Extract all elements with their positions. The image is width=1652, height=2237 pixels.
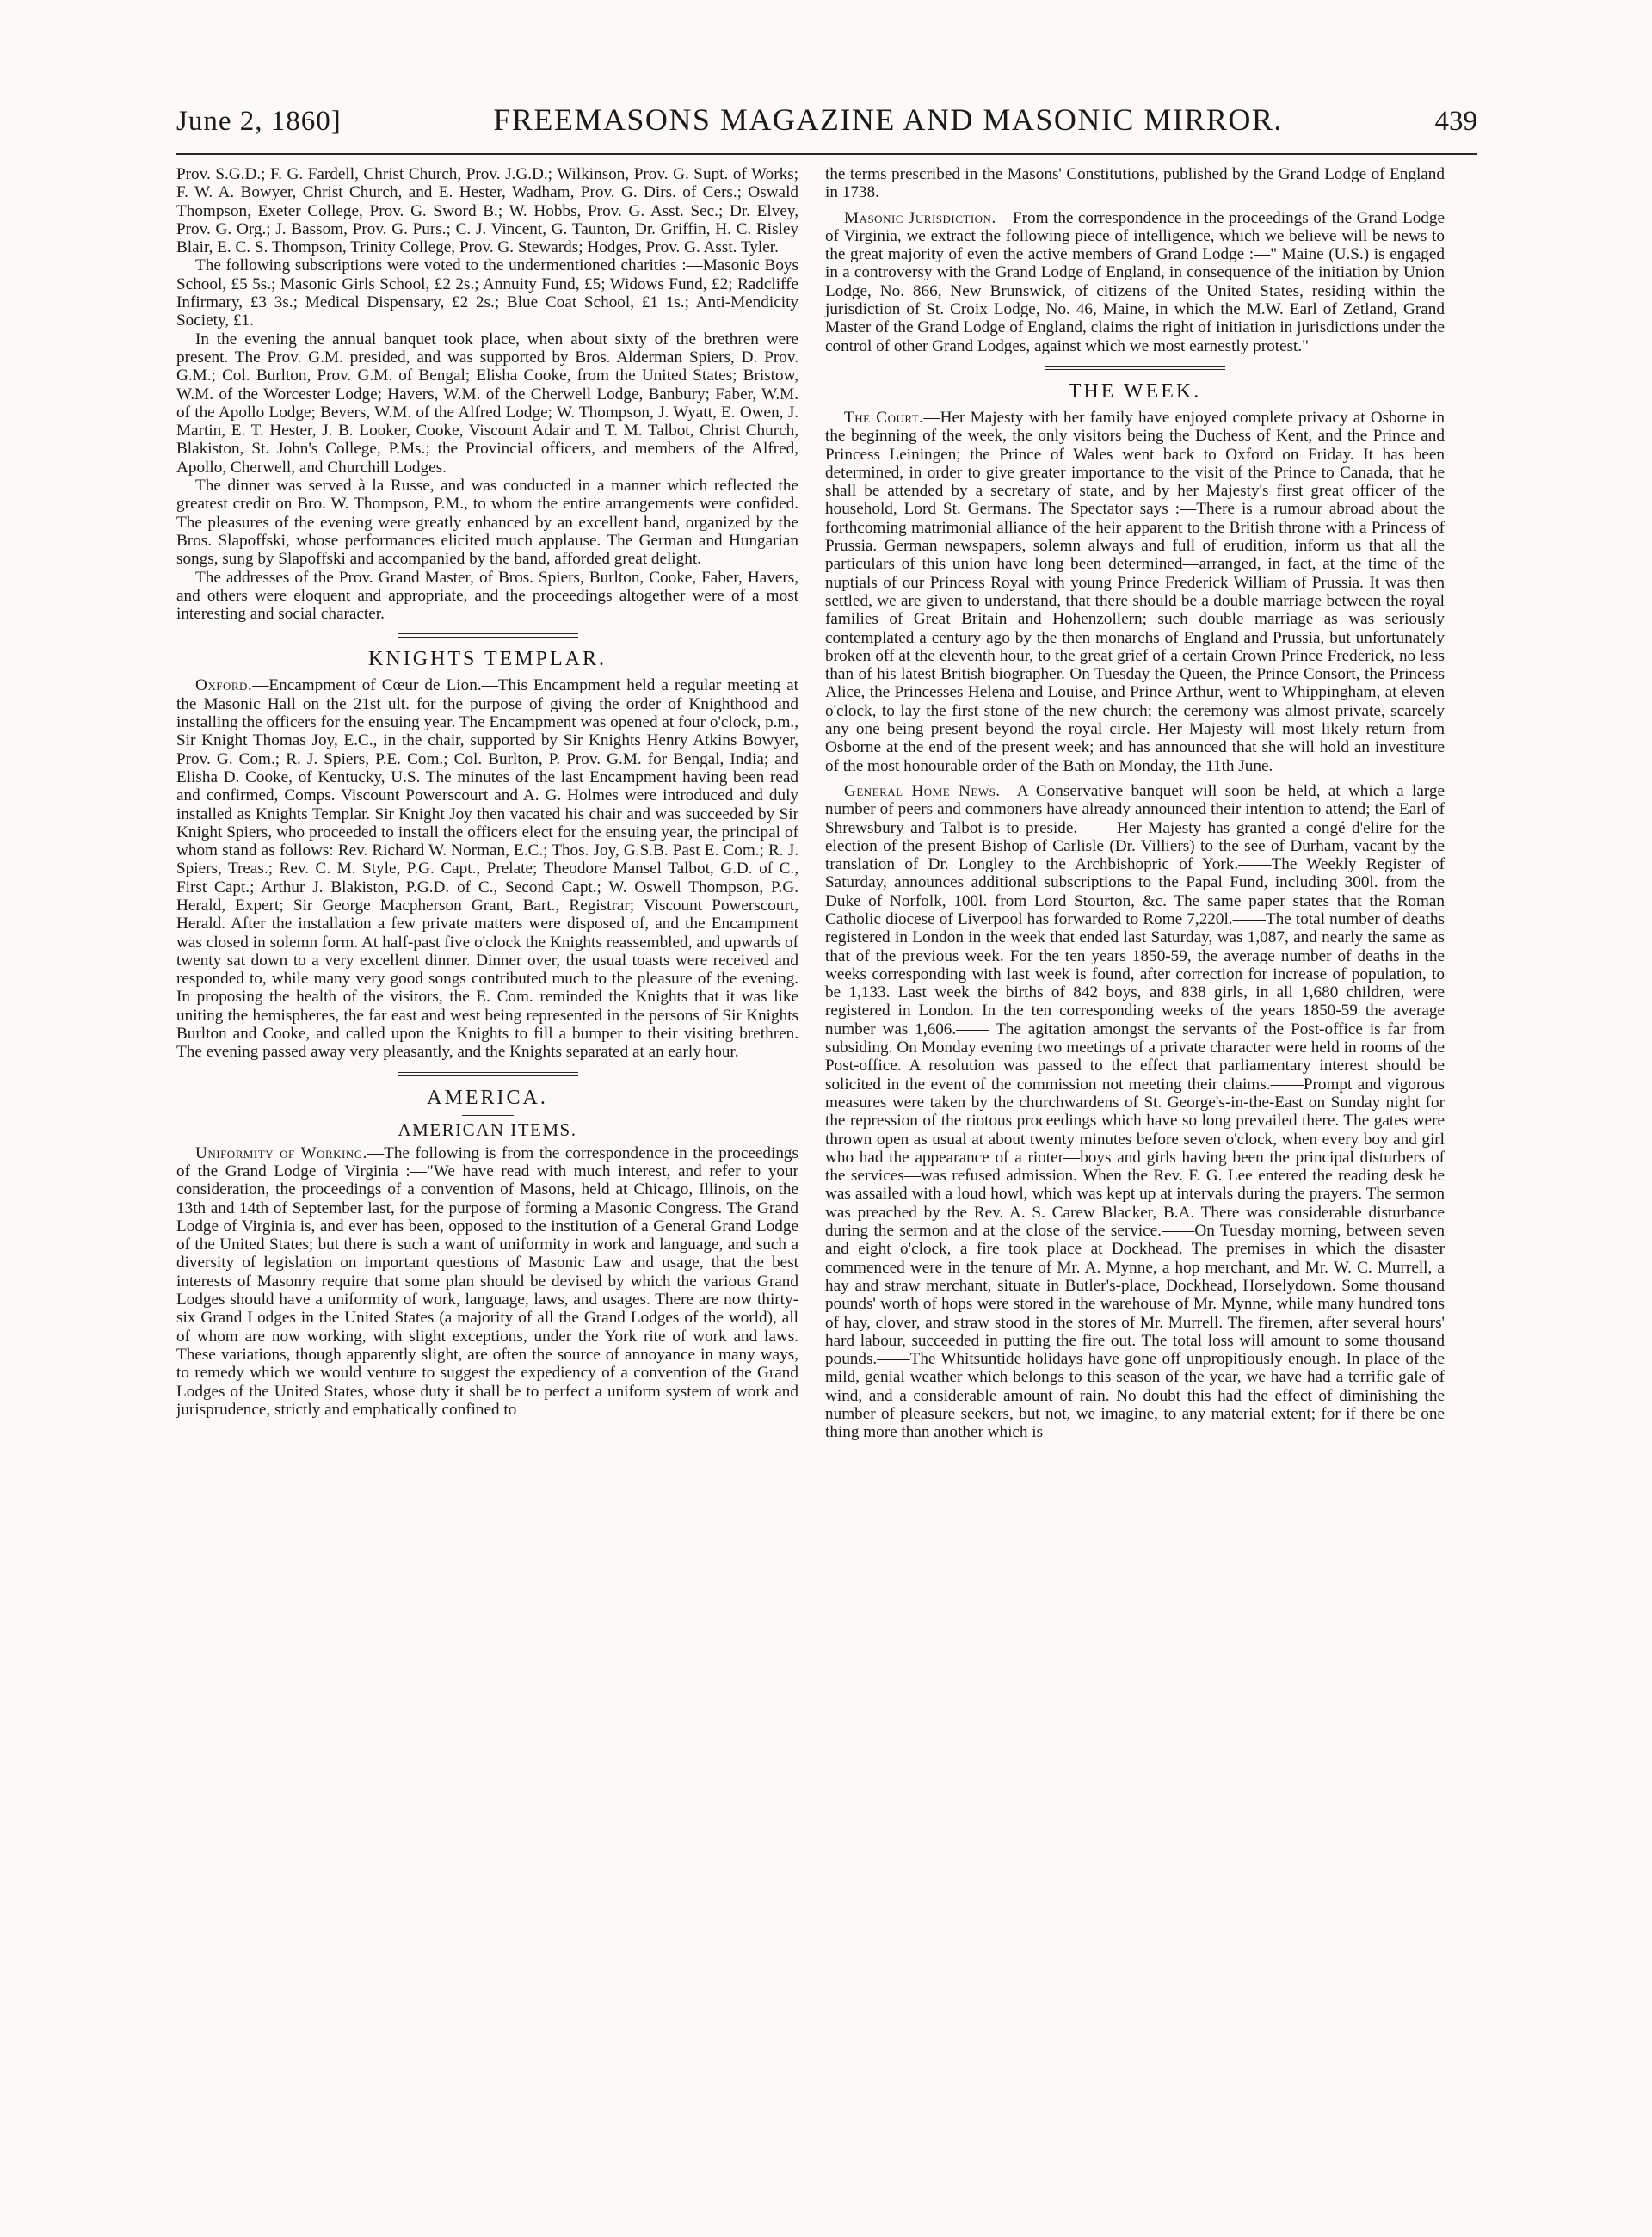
short-rule [462, 1115, 514, 1116]
paragraph: The following subscriptions were voted to the undermentioned charities :—Masonic Boys School, £5 5s.; Masonic Girls School, £2 2s.; Annuity Fund, £5; Widows Fund, £2; Radcliffe Infirmary, £3 3s.; Medical Dispensary, £2 2s.; Blue Coat School, £1 1s.; Anti-Mendicity Society, £1. [176, 256, 798, 330]
paragraph [176, 1144, 798, 1419]
paragraph [176, 676, 798, 1061]
paragraph-lead: Masonic Jurisdiction. [844, 208, 996, 227]
paragraph-body: —The following is from the correspondence in the proceedings of the Grand Lodge of Virginia :—"We have read with much interest, and refer to your consideration, the proceedings of a convention of Masons, held at Chicago, Illinois, on the 13th and 14th of September last, for the purpose of forming a Masonic Congress. The Grand Lodge of Virginia is, and ever has been, opposed to the institution of a General Grand Lodge of the United States; but there is such a want of uniformity in work and language, and such a diversity of legislation on important questions of Masonic Law and usage, that the best interests of Masonry require that some plan should be devised by which the various Grand Lodges should have a uniformity of work, language, laws, and usages. There are now thirty-six Grand Lodges in the United States (a majority of all the Grand Lodges of the world), all of whom are now working, with slight exceptions, under the York rite of work and laws. These variations, though apparently slight, are often the source of annoyance in many ways, to remedy which we would venture to suggest the expediency of a convention of the Grand Lodges of the United States, whose duty it shall be to perfect a uniform system of work and jurisprudence, strictly and emphatically confined to [176, 1143, 798, 1419]
paragraph: In the evening the annual banquet took place, when about sixty of the brethren were present. The Prov. G.M. presided, and was supported by Bros. Alderman Spiers, D. Prov. G.M.; Col. Burlton, Prov. G.M. of Bengal; Elisha Cooke, from the United States; Bristow, W.M. of the Worcester Lodge; Havers, W.M. of the Cherwell Lodge, Banbury; Faber, W.M. of the Apollo Lodge; Bevers, W.M. of the Alfred Lodge; W. Thompson, J. Wyatt, E. Owen, J. Martin, E. T. Hester, J. B. Looker, Cooke, Viscount Adair and T. M. Talbot, Christ Church, Blakiston, St. John's College, P.Ms.; the Provincial officers, and members of the Alfred, Apollo, Cherwell, and Churchill Lodges. [176, 330, 798, 477]
section-divider [398, 1072, 578, 1076]
section-title-the-week: THE WEEK. [1068, 379, 1202, 403]
section-divider [398, 633, 578, 638]
paragraph-lead: The Court. [844, 408, 924, 427]
paragraph-lead: Uniformity of Working. [195, 1143, 367, 1162]
paragraph-lead: General Home News. [844, 781, 1001, 800]
left-column [176, 165, 811, 1442]
article-columns [176, 165, 1477, 1442]
paragraph-body: —Her Majesty with her family have enjoyed complete privacy at Osborne in the beginning of the week, the only visitors being the Duchess of Kent, and the Prince and Princess Leiningen; the Prince of Wales went back to Oxford on Friday. It has been determined, in order to give greater importance to the visit of the Prince to Canada, that he shall be attended by a secretary of state, and by her Majesty's first great officer of the household, Lord St. Germans. The Spectator says :—There is a rumour abroad about the forthcoming matrimonial alliance of the heir apparent to the British throne with a Princess of Prussia. German newspapers, solemn always and full of erudition, inform us that all the particulars of this union have long been determined—arranged, in fact, at the time of the nuptials of our Princess Royal with young Prince Frederick William of Prussia. It was then settled, we are given to understand, that there should be a double marriage between the royal families of Great Britain and Hohenzollern; such double marriage as was seriously contemplated a century ago by the then monarchs of England and Prussia, but unfortunately broken off at the eleventh hour, to the great grief of a certain Crown Prince Frederick, no less than of his latest British biographer. On Tuesday the Queen, the Prince Consort, the Princess Alice, the Princesses Helena and Louise, and Prince Arthur, went to Whippingham, at eleven o'clock, to lay the first stone of the new church; the ceremony was almost private, scarcely any one being present beyond the royal circle. Her Majesty will most likely return from Osborne at the end of the present week; and has announced that she will hold an investiture of the most honourable order of the Bath on Monday, the 11th June. [825, 408, 1445, 775]
section-divider [1045, 366, 1225, 370]
paragraph-lead: Oxford. [195, 676, 253, 695]
section-title-america: AMERICA. [427, 1086, 548, 1109]
paragraph [825, 409, 1445, 775]
paragraph [825, 209, 1445, 355]
paragraph-body: —A Conservative banquet will soon be held, at which a large number of peers and commoners have already announced their intention to attend; the Earl of Shrewsbury and Talbot is to preside. ——Her Majesty has granted a congé d'elire for the election of the present Bishop of Carlisle (Dr. Villiers) to the see of Durham, vacant by the translation of Dr. Longley to the Archbishopric of York.——The Weekly Register of Saturday, announces additional subscriptions to the Papal Fund, including 300l. from the Duke of Norfolk, 100l. from Lord Stourton, &c. The same paper states that the Roman Catholic diocese of Liverpool has forwarded to Rome 7,220l.——The total number of deaths registered in London in the week that ended last Saturday, was 1,087, and nearly the same as that of the previous week. For the ten years 1850-59, the average number of deaths in the weeks corresponding with last week is found, after correction for increase of population, to be 1,133. Last week the births of 842 boys, and 838 girls, in all 1,680 children, were registered in London. In the ten corresponding weeks of the years 1850-59 the average number was 1,606.—— The agitation amongst the servants of the Post-office is far from subsiding. On Monday evening two meetings of a private character were held in rooms of the Post-office. A resolution was passed to the effect that parliamentary interest should be solicited in the event of the commission not meeting their claims.——Prompt and vigorous measures were taken by the churchwardens of St. George's-in-the-East on Sunday night for the repression of the riotous proceedings which have so long prevailed there. The gates were thrown open as usual at about twenty minutes before seven o'clock, when every boy and girl who had the appearance of a rioter—boys and girls having been the principal disturbers of the services—was refused admission. When the Rev. F. G. Lee entered the reading desk he was assailed with a loud howl, which was kept up at intervals during the prayers. The sermon was preached by the Rev. A. S. Carew Blacker, B.A. There was considerable disturbance during the sermon and at the close of the service.——On Tuesday morning, between seven and eight o'clock, a fire took place at Dockhead. The premises in which the disaster commenced were in the tenure of Mr. A. Mynne, a hop merchant, and Mr. W. C. Murrell, a hay and straw merchant, situate in Butler's-place, Dockhead, Horselydown. Some thousand pounds' worth of hops were stored in the warehouse of Mr. Mynne, while many hundred tons of hay, clover, and straw stood in the stores of Mr. Murrell. The firemen, after several hours' hard labour, succeeded in putting the fire out. The total loss will amount to some thousand pounds.——The Whitsuntide holidays have gone off unpropitiously enough. In place of the mild, genial weather which belongs to this season of the year, we have had a terrific gale of wind, and a considerable amount of rain. No doubt this had the effect of diminishing the number of pleasure seekers, but not, we imagine, to any material extent; for if there be one thing more than another which is [825, 781, 1445, 1442]
paragraph-body: —From the correspondence in the proceedings of the Grand Lodge of Virginia, we extract the following piece of intelligence, which we believe will be news to the great majority of even the active members of Grand Lodge :—" Maine (U.S.) is engaged in a controversy with the Grand Lodge of England, in consequence of the initiation by Union Lodge, No. 866, New Brunswick, of citizens of the United States, residing within the jurisdiction of St. Croix Lodge, No. 46, Maine, in which the M.W. Earl of Zetland, Grand Master of the Grand Lodge of England, claims the right of initiation in jurisdictions under the control of other Grand Lodges, against which we most earnestly protest." [825, 208, 1446, 355]
paragraph-body: —Encampment of Cœur de Lion.—This Encampment held a regular meeting at the Masonic Hall on the 21st ult. for the purpose of giving the order of Knighthood and installing the officers for the ensuing year. The Encampment was opened at four o'clock, p.m., Sir Knight Thomas Joy, E.C., in the chair, supported by Sir Knights Henry Atkins Bowyer, Prov. G. Com.; R. J. Spiers, P.E. Com.; Col. Burlton, P. Prov. G.M. for Bengal, India; and Elisha D. Cooke, of Kentucky, U.S. The minutes of the last Encampment having been read and confirmed, Comps. Viscount Powerscourt and A. G. Holmes were introduced and duly installed as Knights Templar. Sir Knight Joy then vacated his chair and was succeeded by Sir Knight Spiers, who proceeded to install the officers elect for the ensuing year, the principal of whom stand as follows: Rev. Richard W. Norman, E.C.; Thos. Joy, G.S.B. Past E. Com.; R. J. Spiers, Treas.; Rev. C. M. Style, P.G. Capt., Prelate; Theodore Mansel Talbot, G.D. of C., First Capt.; Arthur J. Blakiston, P.G.D. of C., Second Capt.; W. Oswell Thompson, P.G. Herald, Expert; Sir George Macpherson Grant, Bart., Registrar; Viscount Powerscourt, Herald. After the installation a few private matters were disposed of, and the Encampment was closed in solemn form. At half-past five o'clock the Knights reassembled, and upwards of twenty sat down to a very excellent dinner. Dinner over, the usual toasts were received and responded to, while many very good songs contributed much to the pleasure of the evening. In proposing the health of the visitors, the E. Com. reminded the Knights that it was like uniting the hemispheres, the far east and west being represented in the persons of Sir Knights Burlton and Cooke, and called upon the Knights to fill a bumper to their visiting brethren. The evening passed away very pleasantly, and the Knights separated at an early hour. [176, 676, 798, 1062]
paragraph: The dinner was served à la Russe, and was conducted in a manner which reflected the greatest credit on Bro. W. Thompson, P.M., to whom the entire arrangements were confided. The pleasures of the evening were greatly enhanced by an excellent band, organized by the Bros. Slapoffski, whose performances elicited much applause. The German and Hungarian songs, sung by Slapoffski and accompanied by the band, afforded great delight. [176, 477, 798, 569]
paragraph: The addresses of the Prov. Grand Master, of Bros. Spiers, Burlton, Cooke, Faber, Havers, and others were eloquent and appropriate, and the proceedings altogether were of a most interesting and social character. [176, 568, 798, 624]
subsection-title: AMERICAN ITEMS. [398, 1118, 577, 1140]
issue-date: June 2, 1860] [176, 106, 342, 137]
page-number: 439 [1434, 106, 1477, 137]
right-column [811, 165, 1445, 1442]
section-title-knights-templar: KNIGHTS TEMPLAR. [368, 648, 607, 671]
paragraph [825, 782, 1445, 1442]
page-header [176, 102, 1477, 155]
paragraph: the terms prescribed in the Masons' Constitutions, published by the Grand Lodge of England in 1738. [825, 165, 1445, 202]
paragraph: Prov. S.G.D.; F. G. Fardell, Christ Church, Prov. J.G.D.; Wilkinson, Prov. G. Supt. of Works; F. W. A. Bowyer, Christ Church, and E. Hester, Wadham, Prov. G. Dirs. of Cers.; Oswald Thompson, Exeter College, Prov. G. Sword B.; W. Hobbs, Prov. G. Asst. Sec.; Dr. Elvey, Prov. G. Org.; J. Bassom, Prov. G. Purs.; C. J. Vincent, G. Taunton, Dr. Griffin, H. C. Risley Blair, E. C. S. Thompson, Trinity College, Prov. G. Stewards; Hodges, Prov. G. Asst. Tyler. [176, 165, 798, 257]
publication-title: FREEMASONS MAGAZINE AND MASONIC MIRROR. [493, 102, 1283, 137]
